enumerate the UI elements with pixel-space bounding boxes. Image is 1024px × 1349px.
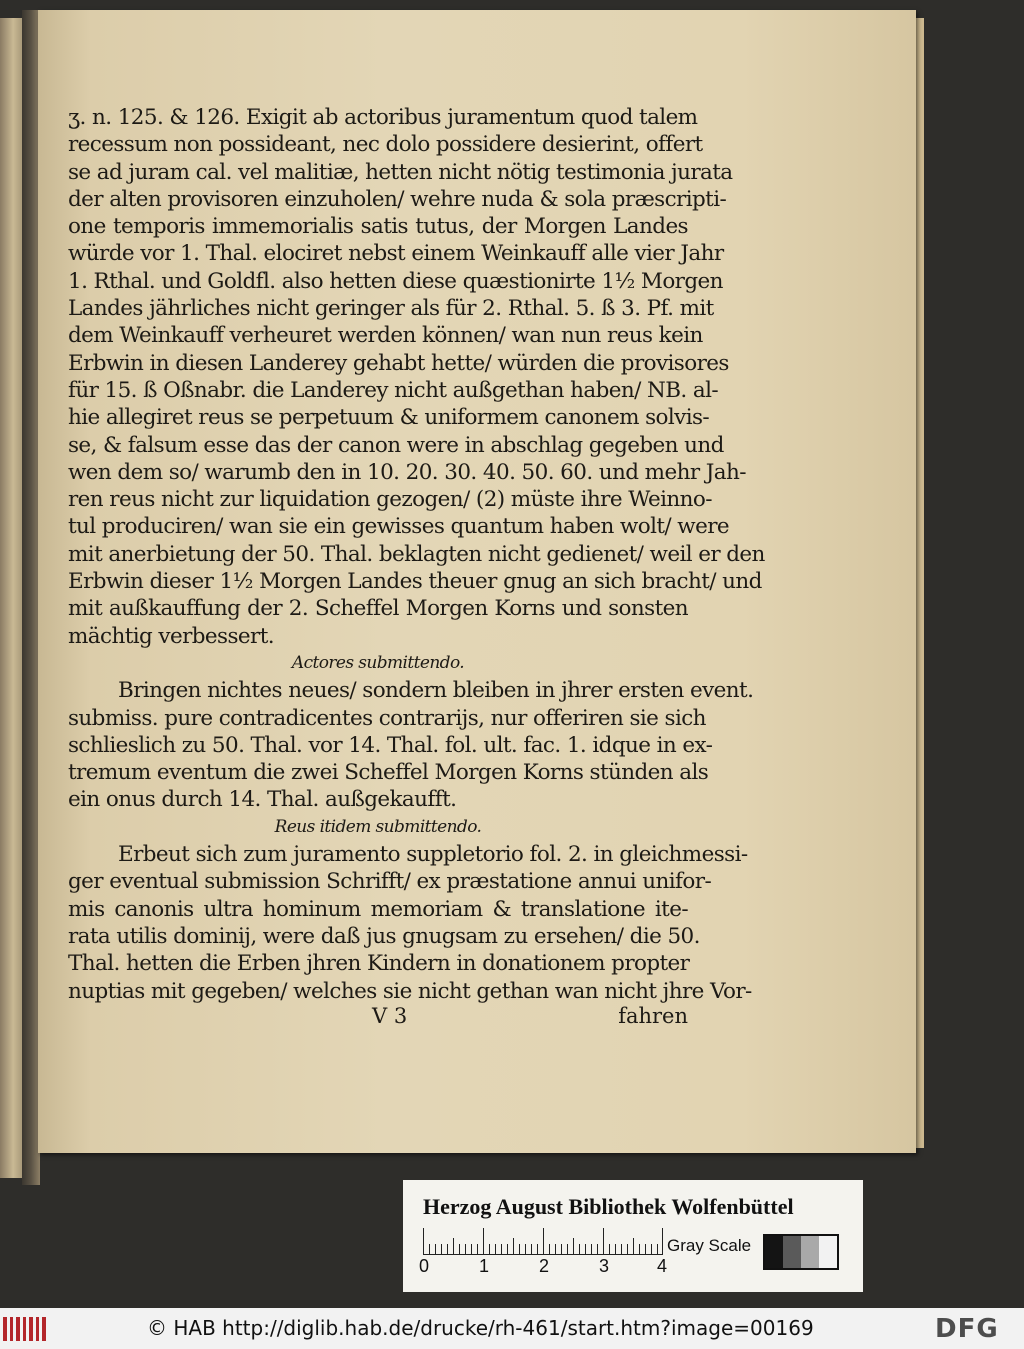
page-footer-line [68,1004,688,1034]
text-line: ʒ. n. 125. & 126. Exigit ab actoribus juramentum quod talem [68,105,698,130]
text-line: der alten provisoren einzuholen/ wehre nuda & sola præscripti- [68,186,727,212]
text-line: se, & falsum esse das der canon were in abschlag gegeben und [68,432,724,458]
ruler-number: 1 [479,1256,490,1276]
swatch-light-gray [801,1236,819,1268]
previous-page-edge [0,18,22,1178]
library-label-card [403,1180,863,1292]
text-line: tremum eventum die zwei Scheffel Morgen Korns stünden als [68,760,709,786]
swatch-white [819,1236,837,1268]
page-text [68,104,765,1005]
ruler-number: 4 [657,1256,668,1276]
text-line: rata utilis dominij, were daß jus gnugsam zu ersehen/ die 50. [68,923,700,949]
dfg-logo: DFG [935,1314,999,1344]
page-stack-edge [916,18,924,1148]
section-heading-reus: Reus itidem submittendo. [274,816,482,837]
scale-ruler [423,1228,663,1255]
text-line: Landes jährliches nicht geringer als für 2. Rthal. 5. ß 3. Pf. mit [68,296,714,322]
text-line: ren reus nicht zur liquidation gezogen/ (2) müste ihre Weinno- [68,487,712,513]
section-heading-actores: Actores submittendo. [291,652,465,673]
text-line: recessum non possideant, nec dolo possidere desierint, offert [68,132,703,158]
gray-scale-label: Gray Scale [667,1236,752,1255]
ruler-number: 0 [419,1256,430,1276]
text-line: Erbwin in diesen Landerey gehabt hette/ würden die provisores [68,350,729,376]
text-line: submiss. pure contradicentes contrarijs, nur offeriren sie sich [68,705,706,731]
text-line: mit anerbietung der 50. Thal. beklagten nicht gedienet/ weil er den [68,541,765,567]
library-name: Herzog August Bibliothek Wolfenbüttel [423,1194,794,1219]
text-line: Bringen nichtes neues/ sondern bleiben in jhrer ersten event. [118,678,754,704]
text-line: nuptias mit gegeben/ welches sie nicht gethan wan nicht jhre Vor- [68,978,752,1004]
text-line: würde vor 1. Thal. elociret nebst einem Weinkauff alle vier Jahr [68,241,724,267]
text-line: ein onus durch 14. Thal. außgekaufft. [68,787,457,813]
text-line: dem Weinkauff verheuret werden können/ wan nun reus kein [68,323,703,349]
text-line: Erbeut sich zum juramento suppletorio fol. 2. in gleichmessi- [118,842,748,868]
hab-logo-icon [2,1314,48,1344]
catchword: fahren [618,1004,688,1028]
paragraph-actores [68,677,754,813]
text-line: wen dem so/ warumb den in 10. 20. 30. 40. 50. 60. und mehr Jah- [68,459,746,485]
text-line: mit außkauffung der 2. Scheffel Morgen Korns und sonsten [68,596,688,622]
signature-mark: V 3 [372,1004,408,1028]
swatch-black [765,1236,783,1268]
text-line: mis canonis ultra hominum memoriam & translatione ite- [68,896,688,922]
viewer-footer [0,1308,1024,1349]
ruler-number: 2 [539,1256,550,1276]
text-line: hie allegiret reus se perpetuum & uniformem canonem solvis- [68,405,710,431]
text-line: tul produciren/ wan sie ein gewisses quantum haben wolt/ were [68,514,729,540]
paragraph-top [68,104,765,650]
paragraph-reus [68,841,752,1005]
text-line: schlieslich zu 50. Thal. vor 14. Thal. fol. ult. fac. 1. idque in ex- [68,732,713,758]
text-line: one temporis immemorialis satis tutus, der Morgen Landes [68,214,688,240]
text-line: se ad juram cal. vel malitiæ, hetten nicht nötig testimonia jurata [68,159,733,185]
text-line: 1. Rthal. und Goldfl. also hetten diese quæstionirte 1½ Morgen [68,268,723,294]
ruler-number: 3 [599,1256,610,1276]
gray-scale-swatch [763,1234,839,1270]
text-line: mächtig verbessert. [68,623,274,649]
text-line: Thal. hetten die Erben jhren Kindern in donationem propter [68,951,690,977]
swatch-dark-gray [783,1236,801,1268]
text-line: für 15. ß Oßnabr. die Landerey nicht außgethan haben/ NB. al- [68,377,719,403]
text-line: ger eventual submission Schrifft/ ex præstatione annui unifor- [68,869,712,895]
copyright-link[interactable]: © HAB http://diglib.hab.de/drucke/rh-461/start.htm?image=00169 [147,1316,814,1340]
text-line: Erbwin dieser 1½ Morgen Landes theuer gnug an sich bracht/ und [68,569,762,595]
